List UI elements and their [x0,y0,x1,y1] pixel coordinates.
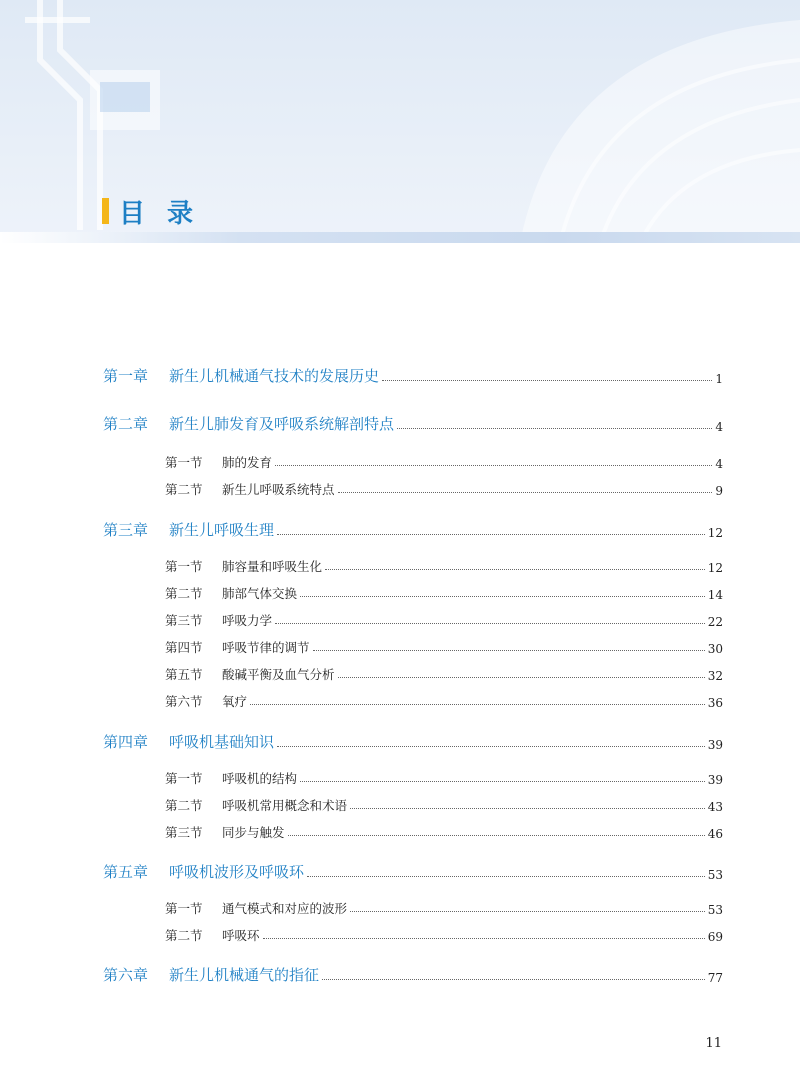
entry-page: 22 [707,615,723,629]
entry-page: 4 [715,457,723,471]
entry-label [165,768,297,787]
toc-chapter-entry[interactable] [103,862,723,882]
entry-title: 新生儿机械通气的指征 [169,966,320,984]
entry-title: 呼吸环 [222,928,260,943]
dot-leader [350,910,705,912]
entry-number: 第三节 [165,825,203,840]
entry-page: 53 [707,903,723,917]
header-banner [0,0,800,243]
dot-leader [350,807,705,809]
entry-number: 第四节 [165,640,203,655]
entry-title: 新生儿呼吸生理 [169,521,275,539]
toc-chapter-entry[interactable] [103,366,723,386]
dot-leader [307,875,705,877]
entry-number: 第二节 [165,482,203,497]
entry-label [165,925,260,944]
entry-number: 第二节 [165,586,203,601]
dot-leader [382,379,712,381]
entry-title: 呼吸力学 [222,613,273,628]
dot-leader [275,464,712,466]
entry-title: 酸碱平衡及血气分析 [222,667,335,682]
toc-section-entry[interactable] [165,557,723,575]
entry-number: 第一节 [165,455,203,470]
entry-page: 32 [707,669,723,683]
entry-title: 通气模式和对应的波形 [222,901,348,916]
dot-leader [300,780,705,782]
entry-title: 同步与触发 [222,825,285,840]
entry-title: 肺部气体交换 [222,586,298,601]
entry-title: 呼吸机常用概念和术语 [222,798,348,813]
entry-number: 第五节 [165,667,203,682]
entry-label [103,731,274,752]
dot-leader [338,676,705,678]
entry-page: 14 [707,588,723,602]
title-text: 目录 [119,198,216,229]
entry-number: 第六节 [165,694,203,709]
entry-title: 呼吸机基础知识 [169,733,275,751]
entry-label [165,637,310,656]
toc-section-entry[interactable] [165,665,723,683]
page-title [102,196,216,229]
entry-page: 30 [707,642,723,656]
entry-number: 第四章 [103,733,149,751]
toc-chapter-entry[interactable] [103,965,723,985]
entry-title: 肺的发育 [222,455,273,470]
dot-leader [397,427,712,429]
entry-label [103,413,394,434]
toc-section-entry[interactable] [165,692,723,710]
page-number: 11 [705,1036,722,1051]
entry-label [165,452,272,471]
entry-label [165,691,247,710]
entry-page: 39 [707,773,723,787]
entry-label [165,583,297,602]
entry-number: 第二节 [165,928,203,943]
banner-stripe [0,232,800,243]
entry-title: 新生儿呼吸系统特点 [222,482,335,497]
entry-number: 第二章 [103,415,149,433]
entry-label [103,365,379,386]
toc-section-entry[interactable] [165,823,723,841]
toc-section-entry[interactable] [165,584,723,602]
entry-label [165,664,335,683]
dot-leader [300,595,705,597]
toc-section-entry[interactable] [165,796,723,814]
entry-page: 36 [707,696,723,710]
entry-title: 新生儿肺发育及呼吸系统解剖特点 [169,415,395,433]
entry-page: 1 [715,372,723,386]
toc-chapter-entry[interactable] [103,414,723,434]
dot-leader [277,533,705,535]
dot-leader [322,978,705,980]
entry-page: 12 [707,561,723,575]
entry-page: 9 [715,484,723,498]
toc-section-entry[interactable] [165,453,723,471]
entry-number: 第一节 [165,559,203,574]
entry-title: 呼吸机的结构 [222,771,298,786]
dot-leader [313,649,705,651]
toc-section-entry[interactable] [165,769,723,787]
entry-number: 第三节 [165,613,203,628]
entry-label [103,519,274,540]
entry-page: 53 [707,868,723,882]
dot-leader [288,834,705,836]
dot-leader [275,622,705,624]
toc-section-entry[interactable] [165,611,723,629]
entry-title: 氧疗 [222,694,248,709]
entry-title: 肺容量和呼吸生化 [222,559,323,574]
entry-number: 第六章 [103,966,149,984]
entry-page: 12 [707,526,723,540]
entry-number: 第一节 [165,771,203,786]
entry-number: 第二节 [165,798,203,813]
dot-leader [325,568,705,570]
entry-label [103,861,304,882]
toc-section-entry[interactable] [165,926,723,944]
entry-label [165,610,272,629]
dot-leader [277,745,705,747]
entry-page: 77 [707,971,723,985]
entry-title: 呼吸机波形及呼吸环 [169,863,305,881]
dot-leader [338,491,713,493]
toc-section-entry[interactable] [165,638,723,656]
entry-label [165,556,322,575]
entry-number: 第五章 [103,863,149,881]
entry-label [165,479,335,498]
entry-label [103,964,319,985]
entry-number: 第一章 [103,367,149,385]
entry-page: 43 [707,800,723,814]
entry-title: 新生儿机械通气技术的发展历史 [169,367,380,385]
entry-number: 第一节 [165,901,203,916]
entry-label [165,898,347,917]
toc-section-entry[interactable] [165,480,723,498]
entry-number: 第三章 [103,521,149,539]
entry-page: 39 [707,738,723,752]
entry-page: 46 [707,827,723,841]
toc-section-entry[interactable] [165,899,723,917]
entry-title: 呼吸节律的调节 [222,640,310,655]
dot-leader [250,703,705,705]
entry-label [165,822,285,841]
dot-leader [263,937,705,939]
entry-page: 4 [715,420,723,434]
toc-chapter-entry[interactable] [103,520,723,540]
title-accent-bar [102,198,109,224]
toc-chapter-entry[interactable] [103,732,723,752]
entry-page: 69 [707,930,723,944]
entry-label [165,795,347,814]
